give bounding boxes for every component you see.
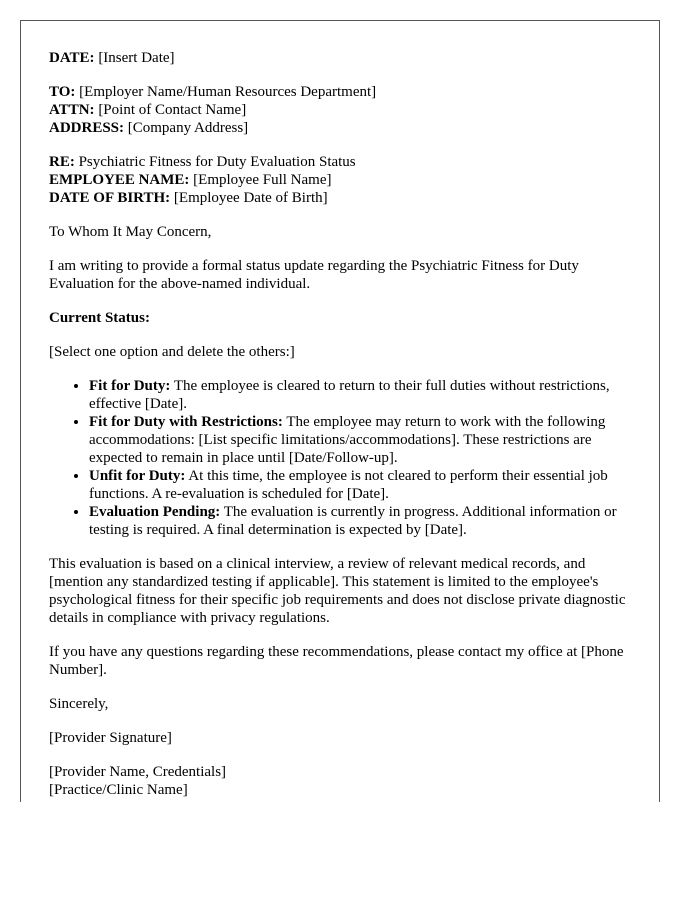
provider-name: [Provider Name, Credentials] xyxy=(49,764,227,780)
date-line xyxy=(49,49,629,67)
option-fit-for-duty xyxy=(89,377,629,413)
option-label: Evaluation Pending: xyxy=(89,504,221,520)
dob-label: DATE OF BIRTH: xyxy=(49,190,171,206)
salutation: To Whom It May Concern, xyxy=(49,224,212,240)
intro-paragraph: I am writing to provide a formal status update regarding the Psychiatric Fitness for Duty Evaluation for the above-named individual. xyxy=(49,258,579,292)
option-fit-with-restrictions xyxy=(89,413,629,467)
date-label: DATE: xyxy=(49,50,95,66)
closing: Sincerely, xyxy=(49,696,109,712)
re-value: Psychiatric Fitness for Duty Evaluation Status xyxy=(74,154,356,170)
address-value: [Company Address] xyxy=(124,120,249,136)
status-options-list xyxy=(49,377,629,539)
option-text: The evaluation is currently in progress. Additional information or testing is required. A final determination is expected by [Date]. xyxy=(89,504,617,538)
address-label: ADDRESS: xyxy=(49,120,125,136)
option-label: Unfit for Duty: xyxy=(89,468,186,484)
practice-name: [Practice/Clinic Name] xyxy=(49,782,188,798)
contact-paragraph: If you have any questions regarding these recommendations, please contact my office at [Phone Number]. xyxy=(49,644,624,678)
attn-line xyxy=(49,101,629,119)
employee-name-line xyxy=(49,171,629,189)
dob-line xyxy=(49,189,629,207)
attn-label: ATTN: xyxy=(49,102,95,118)
option-evaluation-pending xyxy=(89,503,629,539)
provider-block xyxy=(49,763,629,799)
employee-name-value: [Employee Full Name] xyxy=(189,172,332,188)
signature-placeholder: [Provider Signature] xyxy=(49,730,172,746)
re-label: RE: xyxy=(49,154,75,170)
recipient-block xyxy=(49,83,629,137)
letter-page xyxy=(20,20,660,802)
to-label: TO: xyxy=(49,84,76,100)
to-line xyxy=(49,83,629,101)
option-text: The employee may return to work with the following accommodations: [List specific limitations/accommodations]. These restrictions are expected to remain in place until [Date/Follow-up]. xyxy=(89,414,606,466)
option-label: Fit for Duty: xyxy=(89,378,171,394)
option-text: At this time, the employee is not cleared to perform their essential job functions. A re-evaluation is scheduled for [Date]. xyxy=(89,468,608,502)
employee-name-label: EMPLOYEE NAME: xyxy=(49,172,190,188)
option-label: Fit for Duty with Restrictions: xyxy=(89,414,283,430)
attn-value: [Point of Contact Name] xyxy=(94,102,247,118)
subject-block xyxy=(49,153,629,207)
current-status-heading: Current Status: xyxy=(49,310,150,326)
dob-value: [Employee Date of Birth] xyxy=(170,190,328,206)
option-unfit-for-duty xyxy=(89,467,629,503)
option-text: The employee is cleared to return to their full duties without restrictions, effective [Date]. xyxy=(89,378,610,412)
re-line xyxy=(49,153,629,171)
date-value: [Insert Date] xyxy=(94,50,175,66)
letter-body xyxy=(49,49,629,802)
basis-paragraph: This evaluation is based on a clinical interview, a review of relevant medical records, and [mention any standardized testing if applicable]. This statement is limited to the employee's psychological fitness for their specific job requirements and does not disclose private diagnostic details in compliance with privacy regulations. xyxy=(49,556,626,626)
address-line xyxy=(49,119,629,137)
to-value: [Employer Name/Human Resources Department] xyxy=(75,84,377,100)
instruction-text: [Select one option and delete the others:] xyxy=(49,344,295,360)
date-block xyxy=(49,49,629,67)
